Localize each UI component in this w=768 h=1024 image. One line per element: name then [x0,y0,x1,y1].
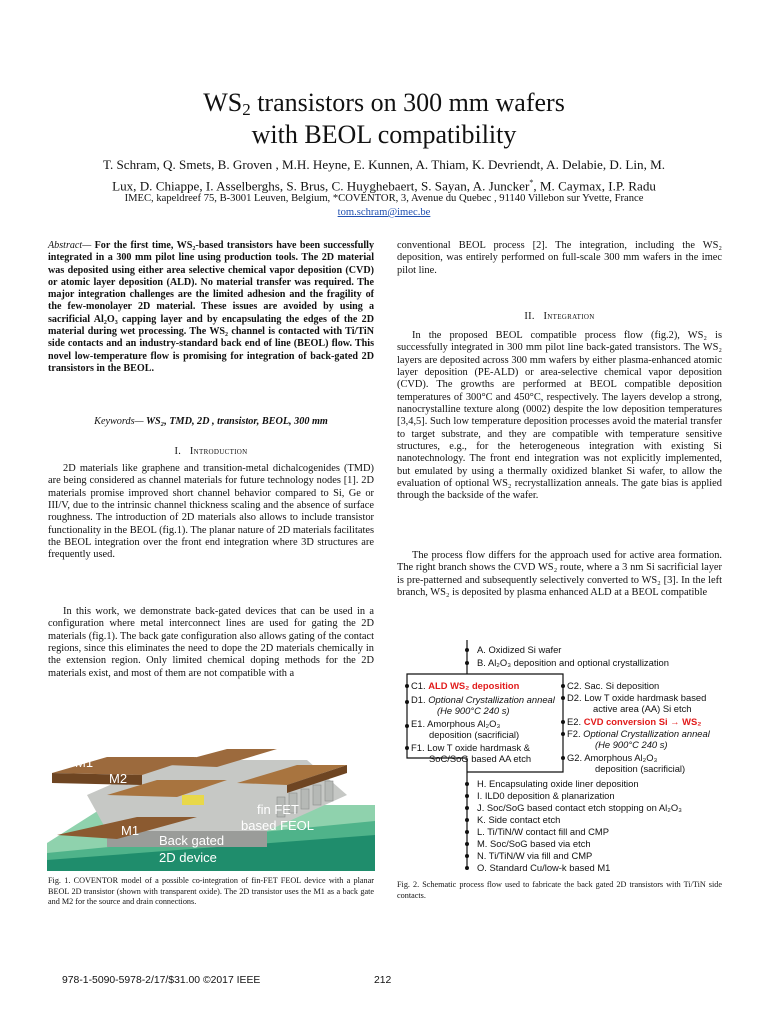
fig1-label-backgated-2: 2D device [159,850,217,865]
m1-line-top-side [52,773,142,785]
figure-2-caption: Fig. 2. Schematic process flow used to fabricate the back gated 2D transistors with Ti/TiN side contacts. [397,880,722,900]
flow-step-c1: C1. ALD WS₂ deposition [411,680,520,691]
page-number: 212 [374,975,392,986]
figure-2-process-flow [399,638,723,873]
paper-title-line2: with BEOL compatibility [251,120,517,149]
fig1-label-m2: M2 [109,771,128,786]
2d-channel [182,795,204,805]
flow-step-a: A. Oxidized Si wafer [477,644,562,655]
integration-paragraph-1: In the proposed BEOL compatible process flow (fig.2), WS₂ is successfully integrated in 300 mm pilot line back-gated transistors. The WS₂ layers are deposited across 300 mm wafers by either plasma-enhanced atomic layer deposition (PE-ALD) or area-selective chemical vapor deposition (CVD). The growths are performed at BEOL compatible deposition temperatures of 300°C and 450°C, respectively. The layers develop a strong, nanocrystalline texture along (0002) despite the low deposition temperatures [3,4,5]. Such low temperature deposition processes avoid the material transfer to target substrate, and they are compatible with temperature sensitive structures, e.g., for the heterogeneous integration with existing Si nanotechnology. The front end integration was not explicitly implemented, but emulated by using a thermally oxidized blanket Si wafer, to allow the evaluation of optional WS₂ recrystallization anneals. The gate bias is applied through the backside of the wafer. [397,330,722,502]
paper-title-line1: $WS_2$ transistors on 300 mm wafers [203,88,565,119]
flow-step-e1-detail: deposition (sacrificial) [429,729,520,740]
author-email-link[interactable]: tom.schram@imec.be [337,207,431,218]
flow-step-e2: E2. CVD conversion Si → WS₂ [567,716,702,727]
fig1-label-m1-bottom: M1 [121,823,140,838]
flow-step-d1: D1. Optional Crystallization anneal [411,694,555,705]
flow-step-m: M. Soc/SoG based via etch [477,838,591,849]
flow-step-c2: C2. Sac. Si deposition [567,680,660,691]
flow-step-n: N. Ti/TiN/W via fill and CMP [477,850,593,861]
flow-step-d2: D2. Low T oxide hardmask based [567,692,707,703]
flow-step-o: O. Standard Cu/low-k based M1 [477,862,611,873]
flow-step-f2: F2. Optional Crystallization anneal [567,728,710,739]
flow-step-b: B. Al₂O₃ deposition and optional crystallization [477,657,669,668]
flow-step-l: L. Ti/TiN/W contact fill and CMP [477,826,609,837]
intro-paragraph-continued: conventional BEOL process [2]. The integration, including the WS₂ deposition, was entirely performed on full-scale 300 mm wafers in the imec pilot line. [397,240,722,276]
flow-step-j: J. Soc/SoG based contact etch stopping on Al₂O₃ [477,802,682,813]
keywords: Keywords— WS₂, TMD, 2D , transistor, BEOL, 300 mm [94,416,328,427]
section-heading-integration: II. Integration [524,311,595,322]
flow-step-h: H. Encapsulating oxide liner deposition [477,778,639,789]
flow-step-g2-detail: deposition (sacrificial) [595,763,686,774]
intro-paragraph-2: In this work, we demonstrate back-gated devices that can be used in a configuration where metal interconnect lines are used for gating the 2D materials (fig.1). The back gate configuration also allows gating of the contact regions, since this eliminates the need to dope the 2D materials chemically in the extension region. Only limited chemical doping methods for the 2D materials exist, and most of them are not compatible with a [48,606,374,679]
fig1-label-m1-top: M1 [75,755,94,770]
fig1-label-feol: based FEOL [241,818,314,833]
integration-paragraph-2: The process flow differs for the approach used for active area formation. The right branch shows the CVD WS₂ route, where a 3 nm Si sacrificial layer is pre-patterned and subsequently selectively converted to WS₂ [3]. In the left branch, WS₂ is deposited by plasma enhanced ALD at a BEOL compatible [397,550,722,599]
flow-step-f2-detail: (He 900°C 240 s) [595,739,668,750]
flow-step-k: K. Side contact etch [477,814,561,825]
fig1-label-backgated-1: Back gated [159,833,225,848]
affiliation: IMEC, kapeldreef 75, B-3001 Leuven, Belgium, *COVENTOR, 3, Avenue du Quebec , 91140 Villebon sur Yvette, France [124,193,644,204]
flow-step-d1-detail: (He 900°C 240 s) [437,705,510,716]
fig1-label-finfet: fin FET [257,802,299,817]
figure-1-illustration [47,735,375,871]
section-heading-introduction: I. Introduction [174,446,248,457]
flow-step-g2: G2. Amorphous Al₂O₃ [567,752,658,763]
flow-step-i: I. ILD0 deposition & planarization [477,790,615,801]
abstract: Abstract— For the first time, WS₂-based transistors have been successfully integrated in a 300 mm pilot line using production tools. The 2D material was deposited using either area selective chemical vapor deposition (CVD) or atomic layer deposition (ALD). No material transfer was required. The major integration challenges are the limited adhesion and the fragility of the few-monolayer 2D material. These issues are avoided by using a sacrificial Al₂O₃ capping layer and by encapsulating the edges of the 2D material during wet processing. The WS₂ channel is contacted with Ti/TiN side contacts and an industry-standard back end of line (BEOL) flow. This novel low-temperature flow is promising for integration of back-gated 2D transistors in the BEOL. [48,240,374,374]
flow-step-f1: F1. Low T oxide hardmask & [411,742,530,753]
authors-line2: Lux, D. Chiappe, I. Asselberghs, S. Brus, C. Huyghebaert, S. Sayan, A. Juncker*, M. Caymax, I.P. Radu [112,178,656,194]
flow-step-f1-detail: SoC/SoG based AA etch [429,753,532,764]
flow-step-e1: E1. Amorphous Al₂O₃ [411,718,501,729]
flow-step-d2-detail: active area (AA) Si etch [593,703,692,714]
figure-1-caption: Fig. 1. COVENTOR model of a possible co-integration of fin-FET FEOL device with a planar BEOL 2D transistor (shown with transparent oxide). The 2D transistor uses the M1 as a back gate and M2 for the source and drain connections. [48,876,374,907]
authors-line1: T. Schram, Q. Smets, B. Groven , M.H. Heyne, E. Kunnen, A. Thiam, K. Devriendt, A. Delabie, D. Lin, M. [102,157,666,172]
footer-isbn: 978-1-5090-5978-2/17/$31.00 ©2017 IEEE [62,975,261,986]
intro-paragraph-1: 2D materials like graphene and transition-metal dichalcogenides (TMD) are being considered as channel materials for future technology nodes [1]. 2D materials promise improved short channel behavior compared to Si, Ge or III/V, due to the intrinsic channel thickness scaling and the absence of surface roughness. The introduction of 2D materials also allows to include transistor functionality in the BEOL (fig.1). The planar nature of 2D materials facilitates the BEOL integration over the front end integration where 3D structures are frequently used. [48,463,374,561]
